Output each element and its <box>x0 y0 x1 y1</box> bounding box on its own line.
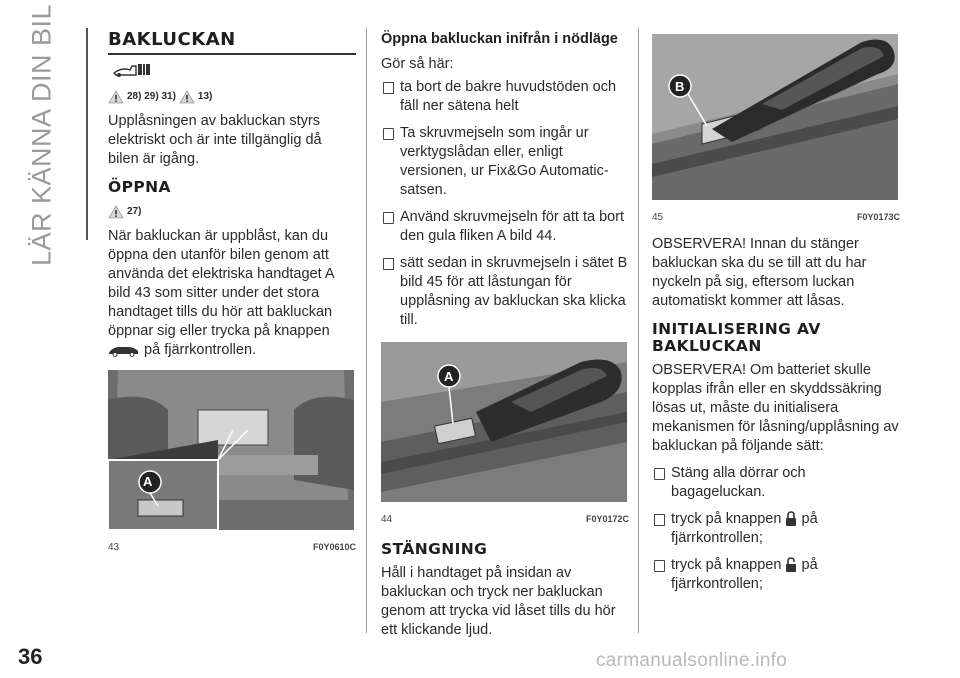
lock-closed-icon <box>785 511 797 527</box>
list-item <box>381 208 629 254</box>
step-text: tryck på knappen <box>671 557 782 573</box>
list-item-text: Stäng alla dörrar och bagageluckan. <box>671 465 806 500</box>
section-heading: BAKLUCKAN <box>108 30 356 55</box>
checkbox-bullet-icon <box>654 514 665 526</box>
lock-open-icon <box>785 557 797 573</box>
warning-icon <box>108 205 124 219</box>
figure-44 <box>381 342 629 529</box>
subheading-init: INITIALISERING AV BAKLUCKAN <box>652 320 821 355</box>
column-divider <box>366 28 367 633</box>
column-2 <box>381 30 629 648</box>
tailgate-key-icon <box>112 61 356 85</box>
side-section-title <box>22 3 62 267</box>
figure-code: F0Y0610C <box>312 542 356 552</box>
figure-43-caption <box>108 538 356 557</box>
list-item <box>652 556 900 602</box>
steps-intro: Gör så här: <box>381 56 454 72</box>
checkbox-bullet-icon <box>383 82 394 94</box>
subheading-open: ÖPPNA <box>108 178 171 196</box>
reference-numbers: 27) <box>127 206 142 217</box>
list-item <box>652 464 900 510</box>
list-item-text: sätt sedan in skruvmejseln i sätet B bild 45 för att låstungan för upplåsning av bakluckan ska klicka till. <box>400 255 628 328</box>
references-row <box>108 202 356 221</box>
list-item-text <box>671 510 900 548</box>
checkbox-bullet-icon <box>383 212 394 224</box>
figure-45-label: B <box>675 79 685 94</box>
subheading-close: STÄNGNING <box>381 540 488 558</box>
reference-numbers: 28) 29) 31) <box>127 91 176 102</box>
step-text: på fjärrkontrollen; <box>671 557 818 592</box>
list-item-text: Använd skruvmejseln för att ta bort den gula fliken A bild 44. <box>400 209 625 244</box>
figure-43-image <box>108 370 354 530</box>
checkbox-bullet-icon <box>383 128 394 140</box>
figure-code: F0Y0173C <box>856 212 900 222</box>
list-item-text: Ta skruvmejseln som ingår ur verktygslådan eller, enligt versionen, ur Fix&Go Automatic-satsen. <box>400 125 609 198</box>
list-item <box>381 254 629 338</box>
figure-44-caption <box>381 510 629 529</box>
list-item-text <box>671 556 900 594</box>
list-item-text: ta bort de bakre huvudstöden och fäll ner sätena helt <box>400 79 617 114</box>
open-paragraph-end: på fjärrkontrollen. <box>144 342 257 358</box>
checkbox-bullet-icon <box>654 560 665 572</box>
figure-44-label: A <box>444 369 454 384</box>
figure-number: 45 <box>652 212 664 223</box>
note-paragraph: OBSERVERA! Innan du stänger bakluckan ska du se till att du har nyckeln på sig, eftersom luckan automatiskt kommer att låsas. <box>652 236 867 309</box>
figure-45 <box>652 34 900 227</box>
references-row <box>108 87 356 106</box>
figure-code: F0Y0172C <box>585 514 629 524</box>
side-section-title-text: LÄR KÄNNA DIN BIL <box>26 3 57 267</box>
figure-43 <box>108 370 356 557</box>
column-1 <box>108 30 356 557</box>
intro-paragraph: Upplåsningen av bakluckan styrs elektriskt och är inte tillgänglig då bilen är igång. <box>108 113 322 167</box>
emergency-heading: Öppna bakluckan inifrån i nödläge <box>381 31 618 47</box>
step-text: tryck på knappen <box>671 511 782 527</box>
car-trunk-icon <box>108 343 140 357</box>
checkbox-bullet-icon <box>383 258 394 270</box>
note2-paragraph: OBSERVERA! Om batteriet skulle kopplas ifrån eller en skyddssäkring lösas ut, måste du initialisera mekanismen för låsning/upplåsning av bakluckan på följande sätt: <box>652 362 899 454</box>
list-item <box>652 510 900 556</box>
figure-45-caption <box>652 208 900 227</box>
column-3 <box>652 30 900 602</box>
side-divider <box>86 28 88 240</box>
watermark: carmanualsonline.info <box>596 650 788 671</box>
figure-number: 44 <box>381 514 393 525</box>
column-divider <box>638 28 639 633</box>
close-paragraph: Håll i handtaget på insidan av bakluckan och tryck ner bakluckan genom att trycka vid låset tills du hör ett klickande ljud. <box>381 565 616 638</box>
list-item <box>381 78 629 124</box>
page-number: 36 <box>18 644 43 669</box>
figure-44-image <box>381 342 627 502</box>
open-paragraph-text: När bakluckan är uppblåst, kan du öppna den utanför bilen genom att använda det elektriska handtaget A bild 43 som sitter under det stora handtaget tills du hör att bakluckan öppnar sig eller trycka på knappen <box>108 228 334 339</box>
warning-icon <box>108 90 124 104</box>
step-text: på fjärrkontrollen; <box>671 511 818 546</box>
warning-icon <box>179 90 195 104</box>
figure-43-label: A <box>143 474 153 489</box>
figure-45-image <box>652 34 898 200</box>
figure-number: 43 <box>108 542 120 553</box>
checkbox-bullet-icon <box>654 468 665 480</box>
open-paragraph <box>108 227 356 360</box>
reference-numbers: 13) <box>197 91 213 102</box>
list-item <box>381 124 629 208</box>
